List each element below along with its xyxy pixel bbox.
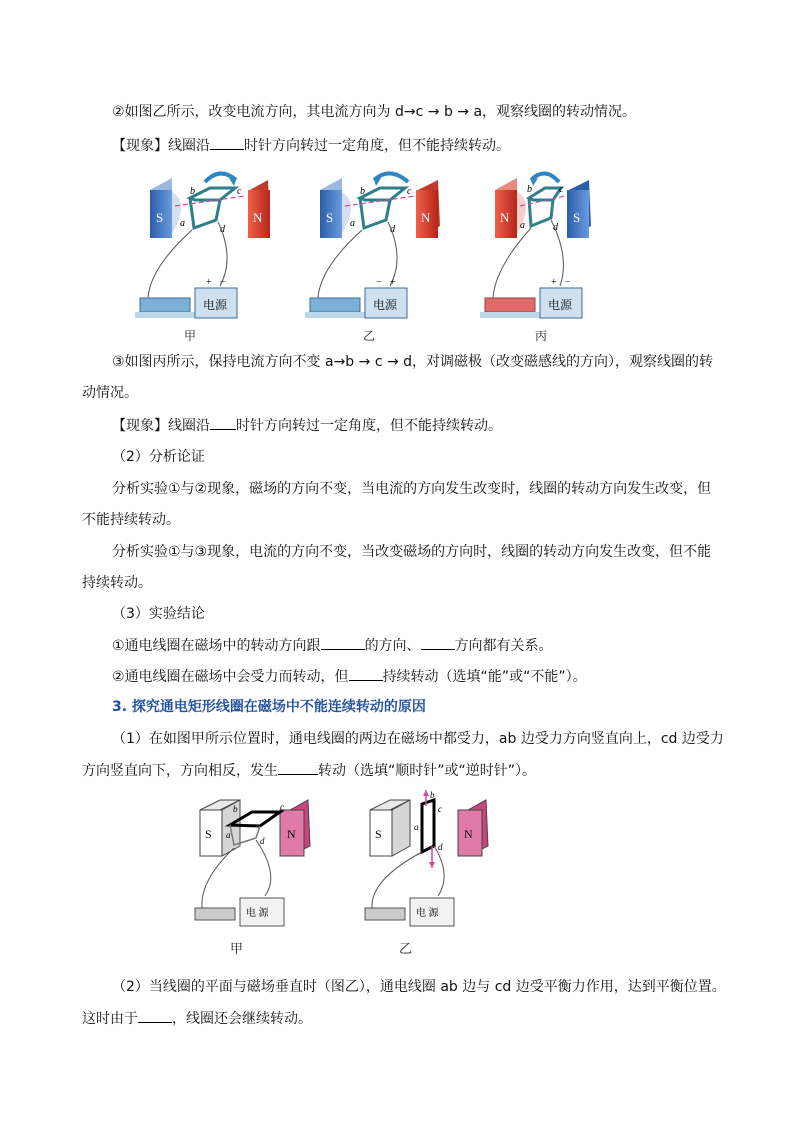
panel-bing [480,173,591,318]
question-2-line1: （2）当线圈的平面与磁场垂直时（图乙），通电线圈 ab 边与 cd 边受平衡力作用，达到平衡位置。 [112,979,726,995]
blank-4[interactable] [421,635,455,650]
svg-text:a: a [226,830,231,840]
svg-text:S: S [326,210,334,225]
svg-text:电源: 电源 [548,298,573,312]
svg-text:b: b [430,790,435,800]
svg-text:a: a [350,218,355,229]
blank-3[interactable] [321,635,365,650]
conclusion-2-b: 持续转动（选填“能”或“不能”）。 [382,669,587,685]
svg-text:N: N [253,210,263,225]
question-1-line1: （1）在如图甲所示位置时，通电线圈的两边在磁场中都受力，ab 边受力方向竖直向上，cd 边受力 [112,731,724,747]
conclusion-1-a: ①通电线圈在磁场中的转动方向跟 [112,638,321,654]
question-1-line2-a: 方向竖直向下，方向相反，发生 [82,763,278,779]
svg-text:b: b [190,186,195,197]
blank-6[interactable] [278,760,318,775]
caption-jia: 甲 [184,329,197,343]
svg-text:+: + [390,277,396,288]
svg-text:N: N [287,827,296,841]
svg-text:d: d [438,842,443,852]
svg-text:电 源: 电 源 [416,908,439,919]
phenomenon-line-2 [112,415,502,436]
caption2-jia: 甲 [230,942,244,957]
svg-text:d: d [553,222,558,233]
svg-text:S: S [205,827,212,841]
heading-section-3: 3. 探究通电矩形线圈在磁场中不能连续转动的原因 [112,699,426,715]
caption-yi: 乙 [363,329,376,343]
panel2-yi [365,790,488,926]
phenomenon-1-prefix: 【现象】线圈沿 [112,138,210,154]
question-1-line2-b: 转动（选填“顺时针”或“逆时针”）。 [318,763,537,779]
caption-bing: 丙 [535,329,548,343]
phenomenon-line-1 [112,135,510,156]
analysis-2-line1: 分析实验①与③现象，电流的方向不变，当改变磁场的方向时，线圈的转动方向发生改变，但不能 [112,544,712,560]
phenomenon-2-suffix: 时针方向转过一定角度，但不能持续转动。 [236,418,502,434]
svg-text:d: d [390,224,395,235]
svg-text:a: a [520,220,525,231]
figure-coil-positions [190,790,520,940]
svg-text:−: − [565,277,571,288]
svg-text:c: c [438,804,442,814]
svg-text:+: + [206,277,212,288]
svg-text:电源: 电源 [373,298,398,312]
svg-text:−: − [220,277,226,288]
analysis-1-line1: 分析实验①与②现象，磁场的方向不变，当电流的方向发生改变时，线圈的转动方向发生改变，但 [112,481,712,497]
conclusion-1-c: 方向都有关系。 [454,638,553,654]
conclusion-2 [112,666,587,687]
svg-text:+: + [551,277,557,288]
paragraph-experiment-3-line2: 动情况。 [82,385,138,401]
svg-text:−: − [376,277,382,288]
svg-text:b: b [360,186,365,197]
svg-text:N: N [500,210,510,225]
analysis-1-line2: 不能持续转动。 [82,512,180,528]
phenomenon-1-suffix: 时针方向转过一定角度，但不能持续转动。 [244,138,510,154]
svg-text:N: N [421,210,431,225]
blank-1[interactable] [210,135,244,150]
panel2-jia [195,800,310,926]
question-2-line2-a: 这时由于 [82,1011,138,1027]
conclusion-1-b: 的方向、 [364,638,421,654]
svg-text:a: a [414,822,419,832]
blank-7[interactable] [138,1008,172,1023]
panel-yi [305,173,440,318]
svg-text:电 源: 电 源 [246,908,269,919]
blank-5[interactable] [349,666,383,681]
svg-text:d: d [260,836,265,846]
svg-text:c: c [559,184,564,195]
section-analysis: （2）分析论证 [112,449,205,465]
conclusion-2-a: ②通电线圈在磁场中会受力而转动，但 [112,669,349,685]
svg-text:S: S [573,210,581,225]
analysis-2-line2: 持续转动。 [82,575,152,591]
panel-jia [135,173,270,318]
phenomenon-2-prefix: 【现象】线圈沿 [112,418,210,434]
svg-text:电源: 电源 [203,298,228,312]
caption2-yi: 乙 [399,942,413,957]
question-2-line2-b: ，线圈还会继续转动。 [172,1011,312,1027]
svg-text:S: S [375,827,382,841]
svg-text:b: b [233,804,238,814]
question-1-line2 [82,760,536,781]
svg-text:c: c [407,186,412,197]
question-2-line2 [82,1008,312,1029]
blank-2[interactable] [210,415,236,430]
paragraph-experiment-2: ②如图乙所示，改变电流方向，其电流方向为 d→c → b → a，观察线圈的转动情况。 [112,104,637,120]
svg-text:a: a [180,218,185,229]
section-conclusion: （3）实验结论 [112,606,205,622]
paragraph-experiment-3-line1: ③如图丙所示，保持电流方向不变 a→b → c → d，对调磁极（改变磁感线的方向），观察线圈的转 [112,354,714,370]
figure-coil-experiments [120,168,620,346]
svg-text:c: c [237,186,242,197]
svg-text:d: d [220,224,225,235]
svg-text:b: b [527,184,532,195]
svg-text:N: N [464,827,473,841]
svg-text:S: S [156,210,164,225]
conclusion-1 [112,635,553,656]
svg-text:c: c [280,802,284,812]
